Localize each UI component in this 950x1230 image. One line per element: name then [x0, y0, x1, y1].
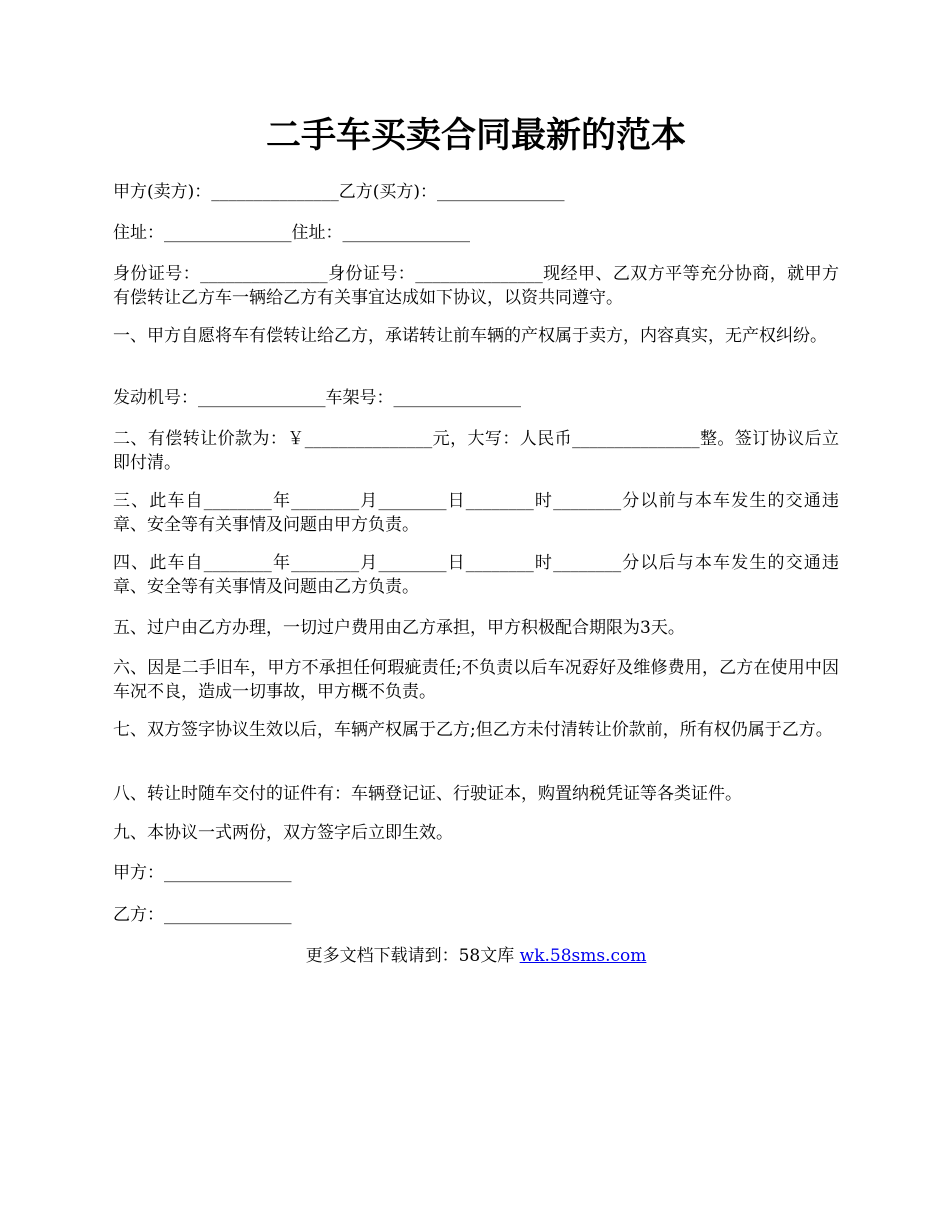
party-a-signature-line: 甲方：_______________ — [113, 863, 292, 883]
footer — [113, 944, 839, 968]
party-b-signature-line: 乙方：_______________ — [113, 905, 292, 925]
party-names-line: 甲方(卖方)：_______________乙方(买方)：_______________ — [113, 182, 565, 202]
footer-link[interactable]: wk.58sms.com — [519, 946, 647, 966]
engine-frame-number-line: 发动机号：_______________车架号：_______________ — [113, 388, 521, 408]
clause-6-paragraph: 六、因是二手旧车，甲方不承担任何瑕疵责任;不负责以后车况孬好及维修费用，乙方在使用中因车况不良，造成一切事故，甲方概不负责。 — [113, 658, 839, 702]
clause-3-paragraph: 三、此车自________年________月________日________时________分以前与本车发生的交通违章、安全等有关事情及问题由甲方负责。 — [113, 491, 839, 535]
clause-4-paragraph: 四、此车自________年________月________日________时________分以后与本车发生的交通违章、安全等有关事情及问题由乙方负责。 — [113, 553, 839, 597]
party-address-line: 住址：_______________住址：_______________ — [113, 223, 470, 243]
clause-7-paragraph: 七、双方签字协议生效以后，车辆产权属于乙方;但乙方未付清转让价款前，所有权仍属于乙方。 — [113, 720, 833, 740]
clause-9-paragraph: 九、本协议一式两份，双方签字后立即生效。 — [113, 823, 453, 843]
clause-1-paragraph: 一、甲方自愿将车有偿转让给乙方，承诺转让前车辆的产权属于卖方，内容真实，无产权纠纷。 — [113, 326, 827, 346]
clause-5-paragraph: 五、过户由乙方办理，一切过户费用由乙方承担，甲方积极配合期限为3天。 — [113, 618, 685, 638]
clause-2-paragraph: 二、有偿转让价款为：￥_______________元，大写：人民币_______________整。签订协议后立即付清。 — [113, 429, 839, 473]
id-and-preamble-paragraph: 身份证号：_______________身份证号：_______________现经甲、乙双方平等充分协商，就甲方有偿转让乙方车一辆给乙方有关事宜达成如下协议，以资共同遵守。 — [113, 264, 839, 308]
document-title: 二手车买卖合同最新的范本 — [265, 115, 686, 156]
footer-text: 更多文档下载请到：58文库 — [305, 946, 520, 966]
clause-8-paragraph: 八、转让时随车交付的证件有：车辆登记证、行驶证本，购置纳税凭证等各类证件。 — [113, 784, 742, 804]
